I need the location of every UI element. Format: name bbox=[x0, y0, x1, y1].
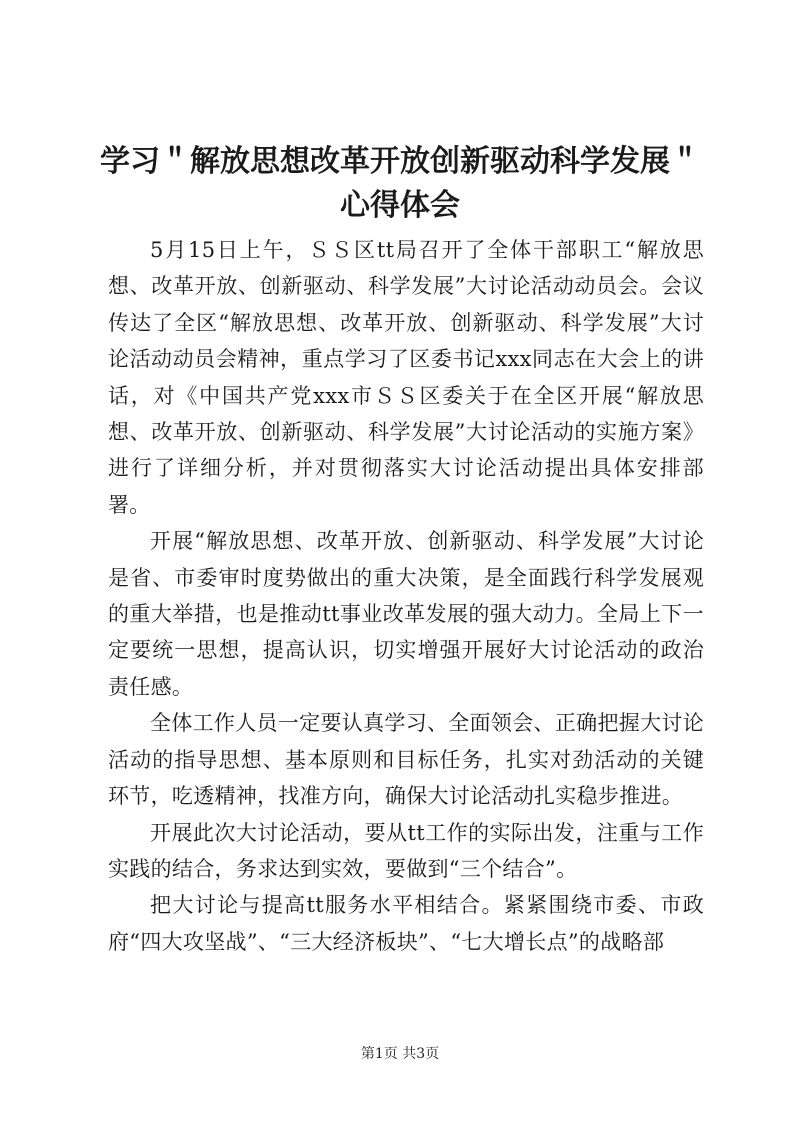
page-number-footer: 第1页 共3页 bbox=[360, 1046, 440, 1062]
document-body bbox=[108, 232, 704, 960]
paragraph-4: 开展此次大讨论活动，要从tt工作的实际出发，注重与工作实践的结合，务求达到实效，要做到“三个结合”。 bbox=[108, 820, 704, 881]
paragraph-5: 把大讨论与提高tt服务水平相结合。紧紧围绕市委、市政府“四大攻坚战”、“三大经济板块”、“七大增长点”的战略部 bbox=[108, 893, 704, 954]
document-title: 学习＂解放思想改革开放创新驱动科学发展＂心得体会 bbox=[100, 144, 700, 223]
paragraph-3: 全体工作人员一定要认真学习、全面领会、正确把握大讨论活动的指导思想、基本原则和目标任务，扎实对劲活动的关键环节，吃透精神，找准方向，确保大讨论活动扎实稳步推进。 bbox=[108, 711, 704, 809]
paragraph-2: 开展“解放思想、改革开放、创新驱动、科学发展”大讨论是省、市委审时度势做出的重大决策，是全面践行科学发展观的重大举措，也是推动tt事业改革发展的强大动力。全局上下一定要统一思想，提高认识，切实增强开展好大讨论活动的政治责任感。 bbox=[108, 529, 704, 699]
paragraph-1: 5月15日上午，ＳＳ区tt局召开了全体干部职工“解放思想、改革开放、创新驱动、科学发展”大讨论活动动员会。会议传达了全区“解放思想、改革开放、创新驱动、科学发展”大讨论活动动员会精神，重点学习了区委书记xxx同志在大会上的讲话，对《中国共产党xxx市ＳＳ区委关于在全区开展“解放思想、改革开放、创新驱动、科学发展”大讨论活动的实施方案》进行了详细分析，并对贯彻落实大讨论活动提出具体安排部署。 bbox=[108, 238, 704, 517]
